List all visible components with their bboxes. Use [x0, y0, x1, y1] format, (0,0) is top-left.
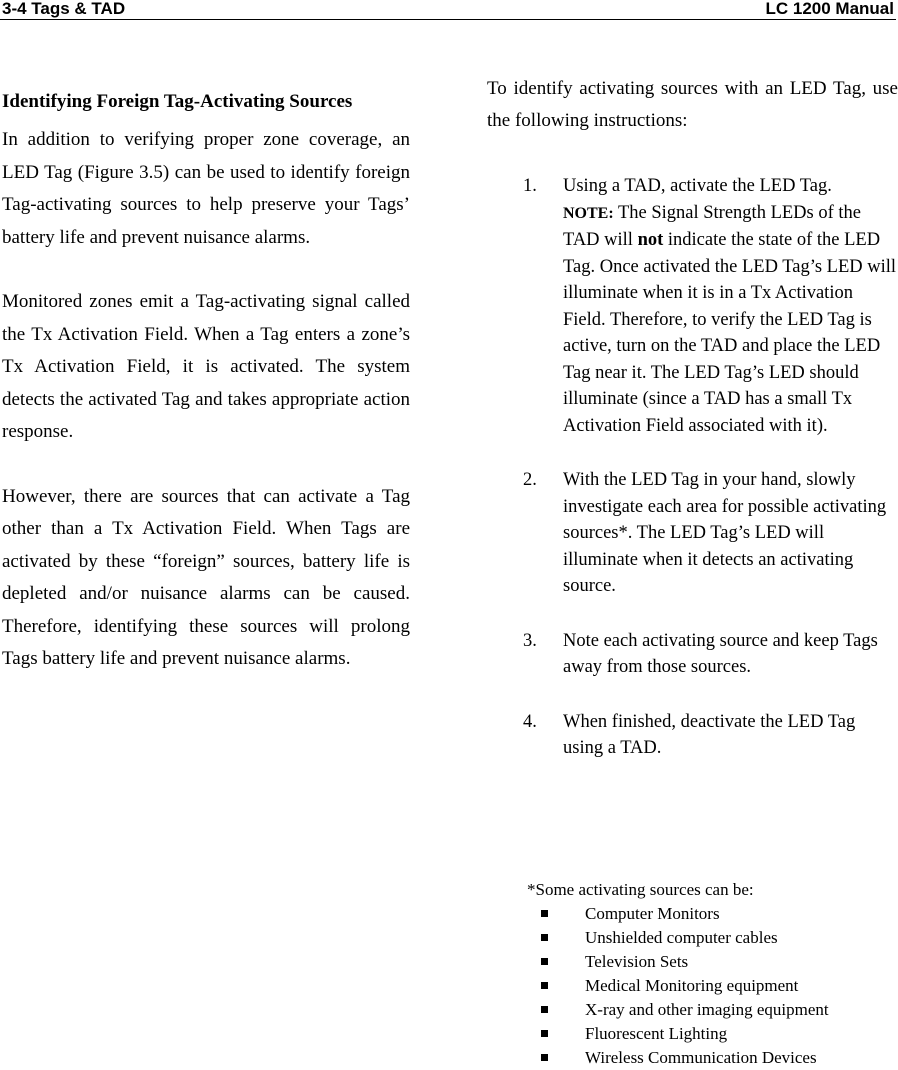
- note-emphasis: not: [637, 230, 664, 250]
- square-bullet-icon: [541, 958, 548, 965]
- header-section-title: 3-4 Tags & TAD: [2, 0, 126, 18]
- list-item: [527, 974, 897, 998]
- step-1-note: [563, 200, 898, 440]
- list-item: [527, 950, 897, 974]
- list-item-text: X-ray and other imaging equipment: [585, 1000, 829, 1019]
- page-header: [0, 0, 896, 20]
- note-text-a: The Signal Strength LEDs of the TAD will: [563, 202, 861, 250]
- footnote-title: *Some activating sources can be:: [527, 880, 754, 899]
- list-item: [527, 902, 897, 926]
- step-4: [487, 709, 898, 762]
- list-item-text: Computer Monitors: [585, 904, 720, 923]
- step-4-number: 4.: [523, 711, 537, 732]
- step-2: [487, 467, 898, 600]
- square-bullet-icon: [541, 1030, 548, 1037]
- activating-sources-list: [527, 902, 897, 1070]
- step-3-number: 3.: [523, 630, 537, 651]
- step-2-text: With the LED Tag in your hand, slowly investigate each area for possible activating sources*. The LED Tag’s LED will illuminate when it detects an activating source.: [563, 470, 887, 596]
- note-label: NOTE:: [563, 204, 614, 222]
- step-2-number: 2.: [523, 470, 537, 490]
- step-1: [487, 173, 898, 439]
- section-title: Identifying Foreign Tag-Activating Sources: [2, 91, 353, 112]
- footnote: [527, 878, 897, 1070]
- square-bullet-icon: [541, 982, 548, 989]
- square-bullet-icon: [541, 934, 548, 941]
- step-1-text: Using a TAD, activate the LED Tag.: [563, 176, 832, 196]
- right-column: [487, 73, 898, 762]
- list-item: [527, 1022, 897, 1046]
- list-item-text: Wireless Communication Devices: [585, 1048, 817, 1067]
- paragraph-3: However, there are sources that can activate a Tag other than a Tx Activation Field. When Tags are activated by these “foreign” sources, battery life is depleted and/or nuisance alarms can be caused. Therefore, identifying these sources will prolong Tags battery life and prevent nuisance alarms.: [2, 485, 410, 669]
- list-item-text: Television Sets: [585, 952, 689, 971]
- paragraph-2: Monitored zones emit a Tag-activating signal called the Tx Activation Field. When a Tag enters a zone’s Tx Activation Field, it is activated. The system detects the activated Tag and takes appropriate action response.: [2, 291, 410, 442]
- list-item-text: Unshielded computer cables: [585, 928, 778, 947]
- step-3-text: Note each activating source and keep Tags away from those sources.: [563, 630, 878, 677]
- left-column: [2, 86, 410, 708]
- list-item-text: Medical Monitoring equipment: [585, 976, 799, 995]
- square-bullet-icon: [541, 1006, 548, 1013]
- instructions-intro: To identify activating sources with an LED Tag, use the following instructions:: [487, 78, 898, 131]
- list-item: [527, 1046, 897, 1070]
- step-4-text: When finished, deactivate the LED Tag using a TAD.: [563, 711, 856, 758]
- paragraph-1: In addition to verifying proper zone coverage, an LED Tag (Figure 3.5) can be used to identify foreign Tag-activating sources to help preserve your Tags’ battery life and prevent nuisance alarms.: [2, 129, 410, 248]
- step-1-number: 1.: [523, 176, 537, 196]
- note-text-b: indicate the state of the LED Tag. Once activated the LED Tag’s LED will illuminate when it is in a Tx Activation Field. Therefore, to verify the LED Tag is active, turn on the TAD and place the LED Tag near it. The LED Tag’s LED should illuminate (since a TAD has a small Tx Activation Field associated with it).: [563, 230, 897, 436]
- step-3: [487, 628, 898, 681]
- square-bullet-icon: [541, 1054, 548, 1061]
- list-item: [527, 998, 897, 1022]
- list-item: [527, 926, 897, 950]
- header-manual-title: LC 1200 Manual: [765, 0, 894, 18]
- square-bullet-icon: [541, 910, 548, 917]
- list-item-text: Fluorescent Lighting: [585, 1024, 728, 1043]
